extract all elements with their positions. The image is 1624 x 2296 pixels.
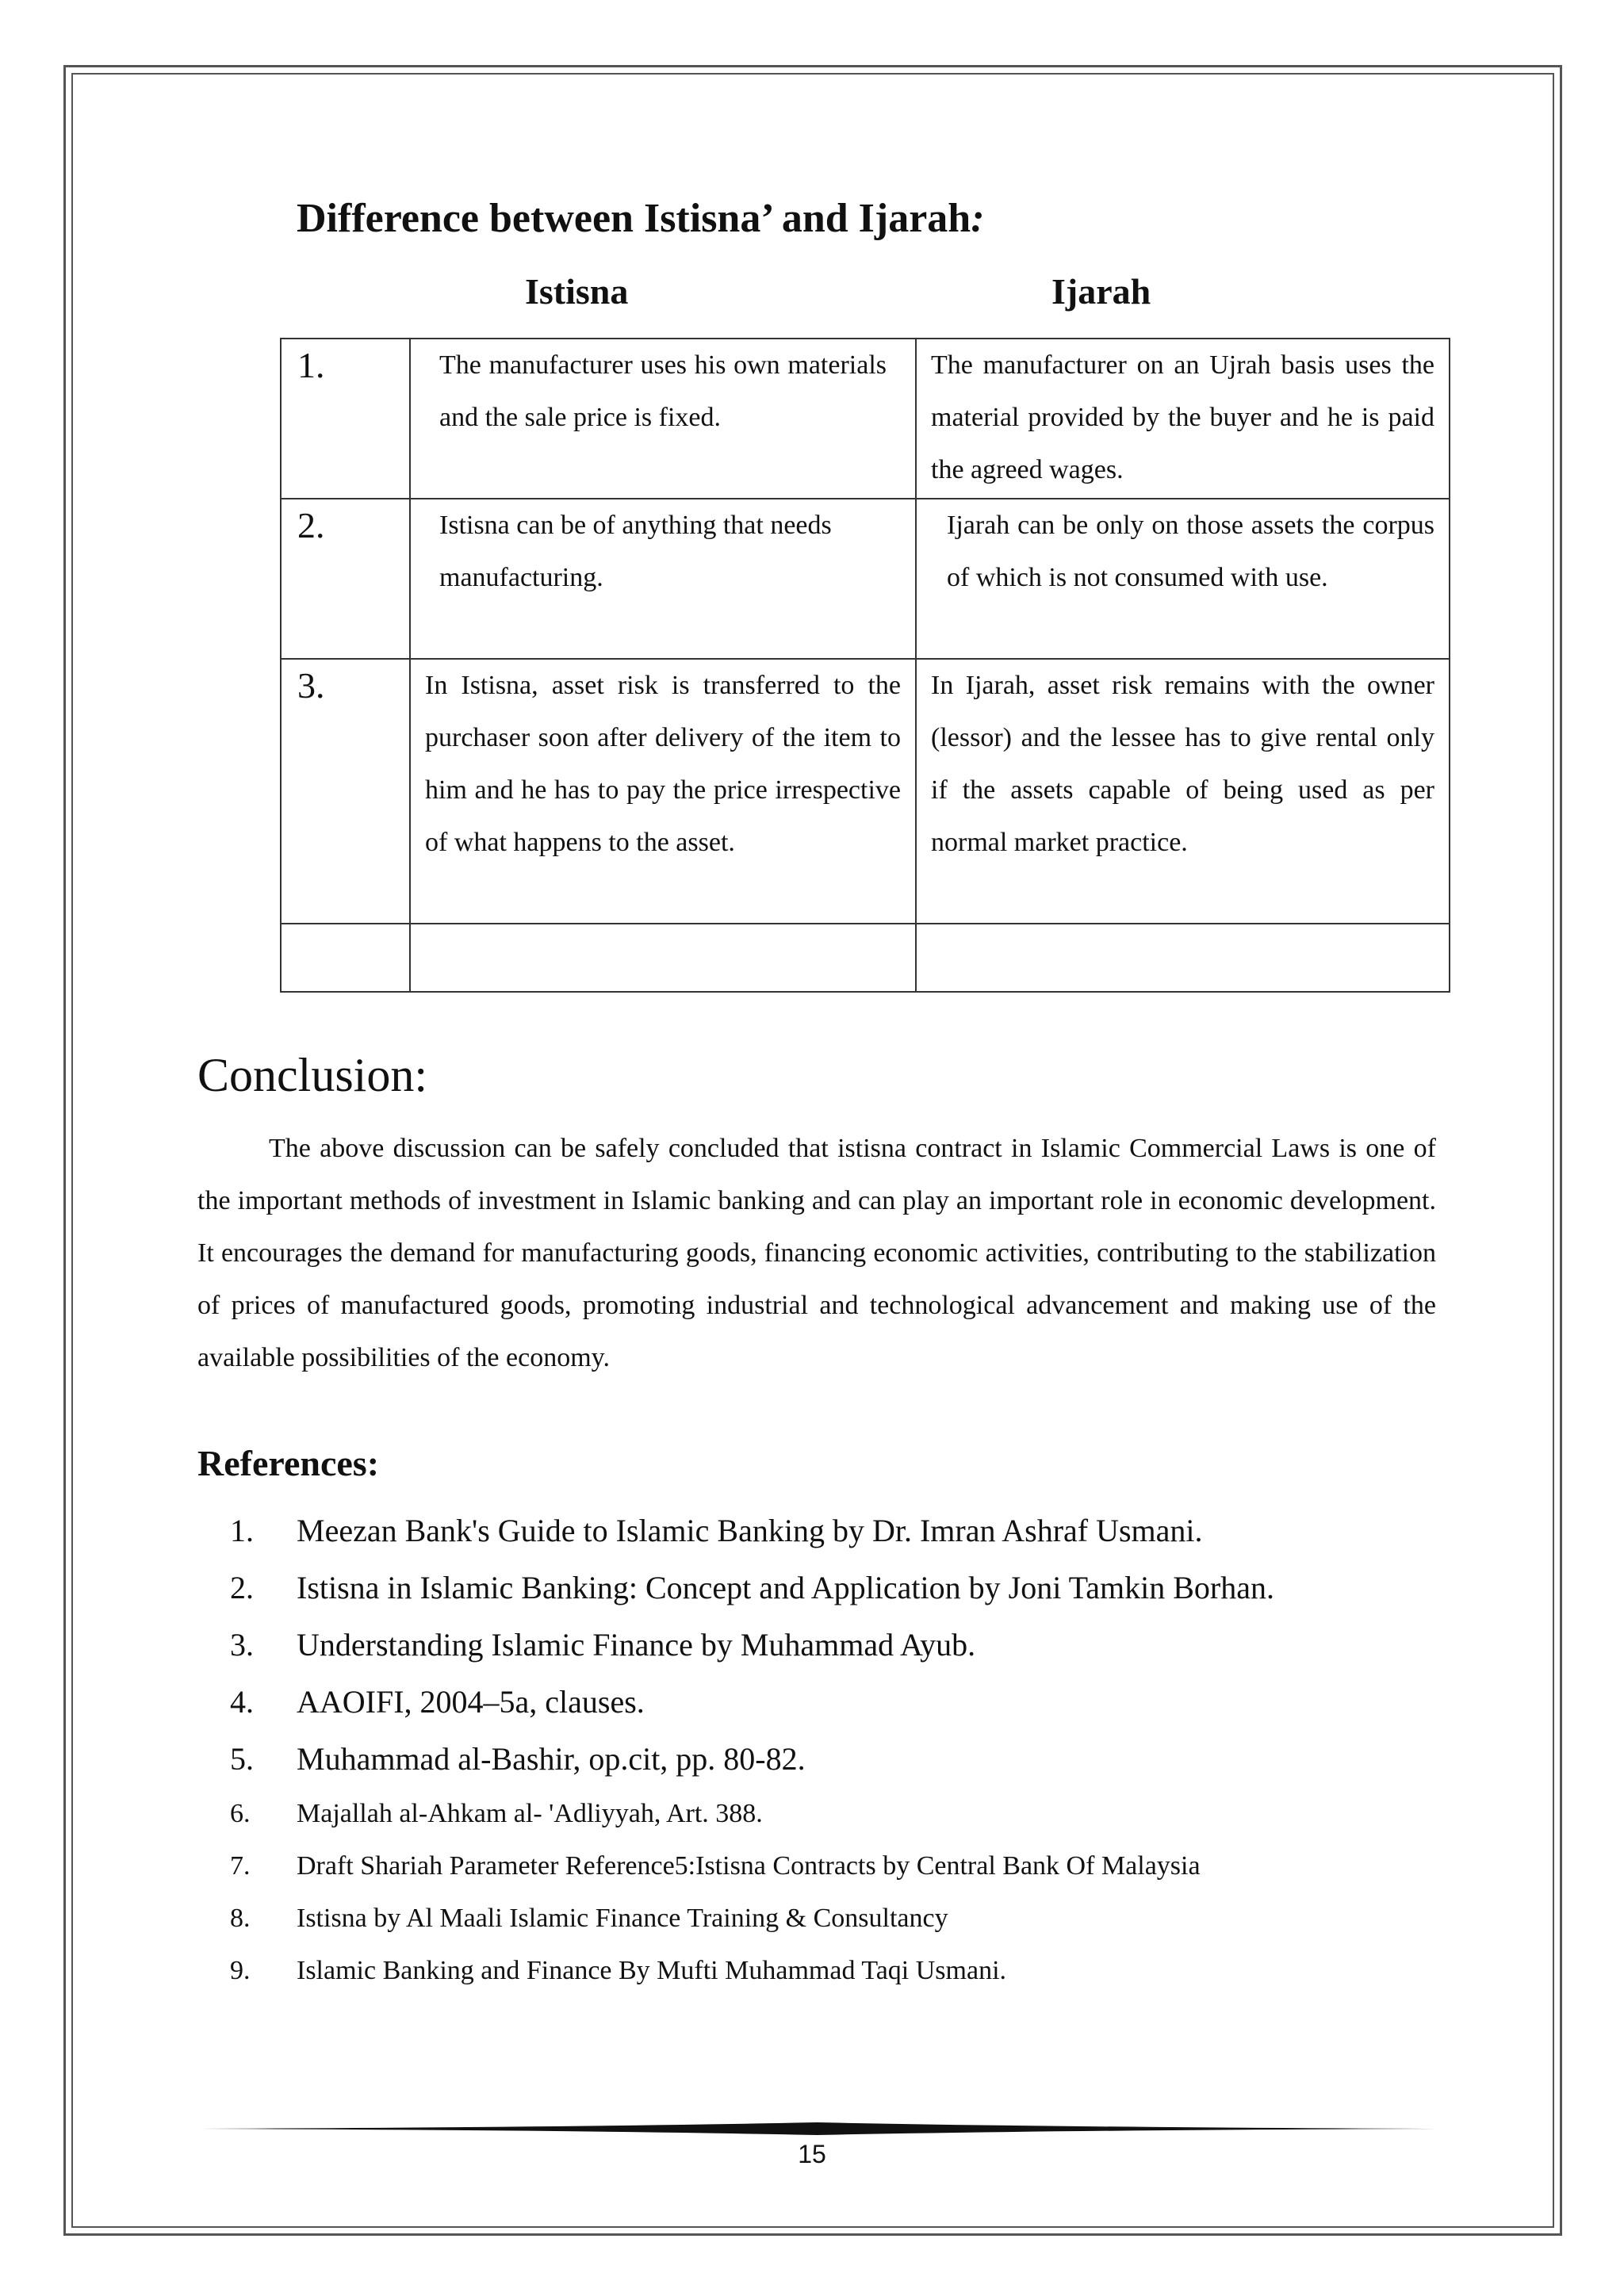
- table-row: [281, 499, 1450, 659]
- reference-number: 1.: [230, 1513, 254, 1548]
- reference-item: [230, 1892, 1467, 1945]
- ijarah-cell: The manufacturer on an Ujrah basis uses the material provided by the buyer and he is paid the agreed wages.: [916, 339, 1450, 499]
- reference-number: 6.: [230, 1799, 251, 1828]
- empty-cell: [410, 924, 916, 992]
- section-heading-text: Difference between Istisna’ and Ijarah: [297, 196, 971, 241]
- footer-divider: [197, 2121, 1436, 2137]
- page-number: 15: [798, 2140, 826, 2168]
- table-row: [281, 659, 1450, 924]
- reference-number: 3.: [230, 1627, 254, 1663]
- reference-item: [230, 1674, 1467, 1731]
- column-heading-istisna: Istisna: [525, 271, 629, 312]
- reference-item: [230, 1840, 1467, 1892]
- table-row: [281, 339, 1450, 499]
- reference-item: [230, 1559, 1467, 1617]
- comparison-table: [280, 338, 1450, 993]
- reference-text: Understanding Islamic Finance by Muhammad Ayub.: [297, 1627, 976, 1663]
- row-number: 2.: [281, 499, 410, 659]
- istisna-cell: In Istisna, asset risk is transferred to the purchaser soon after delivery of the item to him and he has to pay the price irrespective of what happens to the asset.: [410, 659, 916, 924]
- reference-item: [230, 1788, 1467, 1840]
- reference-item: [230, 1502, 1467, 1559]
- empty-cell: [916, 924, 1450, 992]
- reference-item: [230, 1945, 1467, 1997]
- reference-text: AAOIFI, 2004–5a, clauses.: [297, 1684, 645, 1720]
- reference-text: Islamic Banking and Finance By Mufti Muhammad Taqi Usmani.: [297, 1956, 1007, 1985]
- row-number: 1.: [281, 339, 410, 499]
- reference-text: Majallah al-Ahkam al- 'Adliyyah, Art. 388.: [297, 1799, 763, 1828]
- ijarah-cell: Ijarah can be only on those assets the corpus of which is not consumed with use.: [916, 499, 1450, 659]
- reference-item: [230, 1617, 1467, 1674]
- reference-text: Istisna in Islamic Banking: Concept and Application by Joni Tamkin Borhan.: [297, 1570, 1274, 1605]
- reference-item: [230, 1731, 1467, 1788]
- reference-text: Muhammad al-Bashir, op.cit, pp. 80-82.: [297, 1741, 806, 1777]
- empty-cell: [281, 924, 410, 992]
- reference-text: Meezan Bank's Guide to Islamic Banking by Dr. Imran Ashraf Usmani.: [297, 1513, 1203, 1548]
- conclusion-paragraph: The above discussion can be safely concluded that istisna contract in Islamic Commercial Laws is one of the important methods of investment in Islamic banking and can play an important role in economic development. It encourages the demand for manufacturing goods, financing economic activities, contributing to the stabilization of prices of manufactured goods, promoting industrial and technological advancement and making use of the available possibilities of the economy.: [197, 1134, 1436, 1372]
- references-list: [230, 1502, 1467, 1997]
- table-row-empty: [281, 924, 1450, 992]
- references-heading: References:: [197, 1443, 380, 1483]
- ijarah-cell: In Ijarah, asset risk remains with the owner (lessor) and the lessee has to give rental only if the assets capable of being used as per normal market practice.: [916, 659, 1450, 924]
- reference-text: Istisna by Al Maali Islamic Finance Training & Consultancy: [297, 1904, 948, 1933]
- reference-number: 8.: [230, 1904, 251, 1933]
- section-heading-colon: :: [971, 196, 985, 241]
- istisna-cell: The manufacturer uses his own materials and the sale price is fixed.: [410, 339, 916, 499]
- row-number: 3.: [281, 659, 410, 924]
- section-heading: [297, 194, 985, 243]
- column-heading-ijarah: Ijarah: [1051, 271, 1151, 312]
- reference-number: 5.: [230, 1741, 254, 1777]
- conclusion-heading: Conclusion:: [197, 1049, 428, 1101]
- istisna-cell: Istisna can be of anything that needs manufacturing.: [410, 499, 916, 659]
- reference-number: 4.: [230, 1684, 254, 1720]
- reference-number: 2.: [230, 1570, 254, 1605]
- reference-number: 7.: [230, 1851, 251, 1881]
- reference-text: Draft Shariah Parameter Reference5:Istisna Contracts by Central Bank Of Malaysia: [297, 1851, 1201, 1881]
- reference-number: 9.: [230, 1956, 251, 1985]
